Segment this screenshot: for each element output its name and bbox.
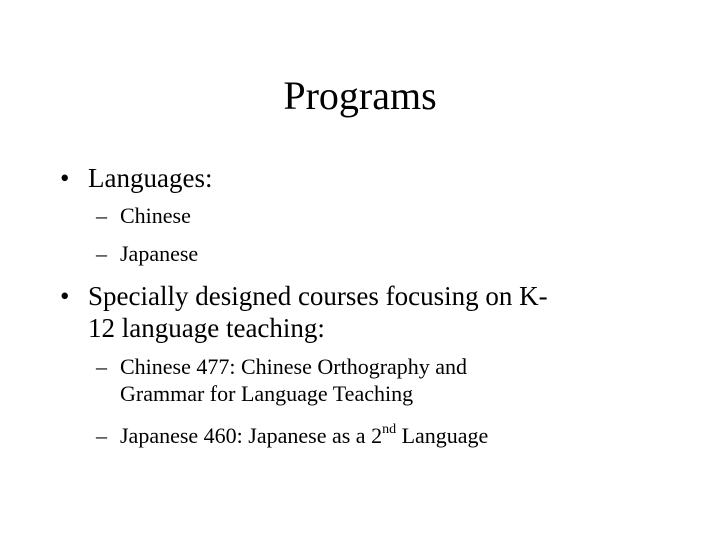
sub-marker: – xyxy=(96,354,107,379)
bullet-text xyxy=(60,280,660,344)
bullet-marker: • xyxy=(60,163,70,193)
subitem-japanese-460 xyxy=(96,422,656,449)
sub-marker: – xyxy=(96,423,107,448)
subitem-text-line: Chinese 477: Chinese Orthography and xyxy=(120,354,468,379)
bullet-text: Languages: xyxy=(88,163,213,193)
subitem-chinese xyxy=(96,202,656,229)
subitem-text-line: Grammar for Language Teaching xyxy=(120,381,414,406)
subitem-text-tail: Language xyxy=(396,423,489,448)
bullet-text-line: Specially designed courses focusing on K- xyxy=(88,281,548,311)
bullet-languages xyxy=(60,162,660,194)
bullet-specially-designed-courses xyxy=(60,280,660,344)
subitem-chinese-477 xyxy=(96,353,656,407)
subitem-japanese xyxy=(96,240,656,267)
slide-title-text: Programs xyxy=(283,73,437,118)
sub-marker: – xyxy=(96,241,107,266)
subitem-text: Japanese xyxy=(120,241,199,266)
subitem-text: Chinese xyxy=(120,203,191,228)
sub-marker: – xyxy=(96,203,107,228)
ordinal-suffix: nd xyxy=(382,421,397,437)
subitem-text xyxy=(96,353,656,407)
bullet-marker: • xyxy=(60,281,70,311)
slide-title xyxy=(0,72,720,120)
bullet-text-line: 12 language teaching: xyxy=(88,313,325,343)
subitem-text xyxy=(96,422,656,449)
subitem-text-main: Japanese 460: Japanese as a 2 xyxy=(120,423,383,448)
